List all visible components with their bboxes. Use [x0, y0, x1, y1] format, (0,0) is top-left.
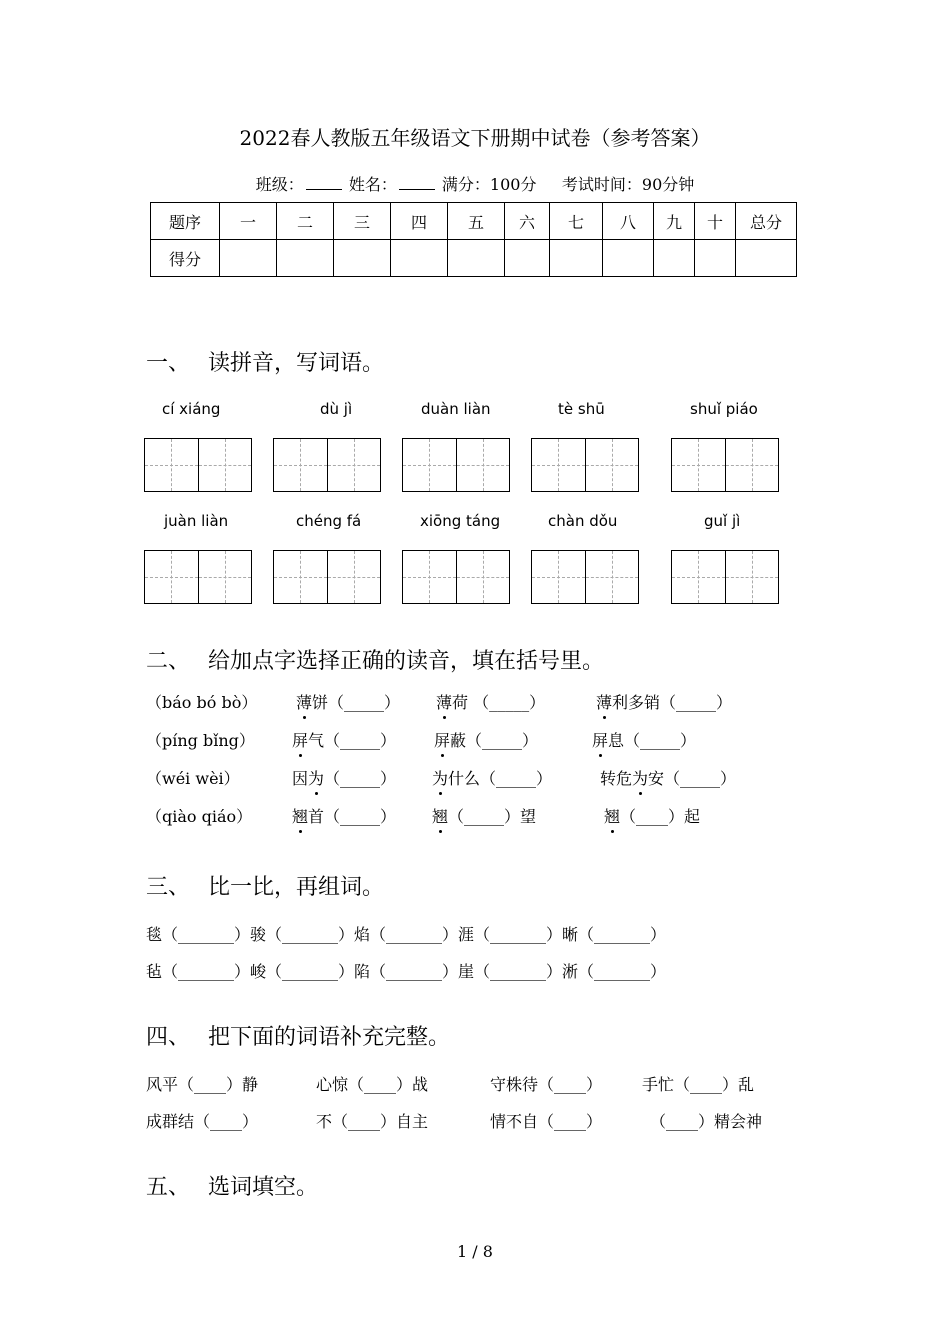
section-title: 读拼音，写词语。	[208, 351, 385, 376]
section-number: 四、	[146, 1025, 191, 1050]
question-text: 因	[292, 769, 309, 788]
section-number: 五、	[146, 1175, 191, 1200]
dotted-char: 翘	[292, 804, 308, 827]
writing-grid[interactable]	[531, 550, 639, 604]
question-text: 蔽（_____）	[450, 731, 539, 750]
section-title: 把下面的词语补充完整。	[208, 1025, 451, 1050]
pronunciation-line	[146, 728, 697, 751]
score-blank[interactable]	[277, 240, 334, 277]
score-blank[interactable]	[391, 240, 448, 277]
score-blank[interactable]	[448, 240, 505, 277]
score-blank[interactable]	[603, 240, 654, 277]
class-blank	[306, 175, 342, 190]
dotted-char: 屏	[592, 728, 608, 751]
score-blank[interactable]	[654, 240, 695, 277]
name-blank	[399, 175, 435, 190]
idiom-item: 手忙（____）乱	[642, 1075, 755, 1094]
question-text: 利多销（_____）	[612, 693, 733, 712]
question-text: 荷 （_____）	[452, 693, 546, 712]
page-number: 1 / 8	[457, 1242, 493, 1261]
writing-grid[interactable]	[144, 550, 252, 604]
dotted-char: 薄	[296, 690, 312, 713]
dotted-char: 翘	[432, 804, 448, 827]
question-item	[592, 728, 696, 751]
score-table-header-row	[151, 203, 797, 240]
question-item	[596, 690, 732, 713]
pronunciation-options: （qiào qiáo）	[146, 807, 253, 826]
section-1-heading	[146, 346, 384, 377]
question-item	[436, 690, 545, 713]
idiom-item: （____）精会神	[650, 1112, 763, 1131]
document-title: 2022春人教版五年级语文下册期中试卷（参考答案）	[239, 126, 711, 150]
compare-line: 毯（_______）骏（_______）焰（_______）涯（_______）晰（_______）	[146, 925, 667, 944]
dotted-char: 为	[632, 766, 648, 789]
dotted-char: 屏	[292, 728, 308, 751]
idiom-item: 情不自（____）	[490, 1112, 603, 1131]
idiom-item: 不（____）自主	[316, 1112, 429, 1131]
writing-grid[interactable]	[671, 438, 779, 492]
question-text: 什么（_____）	[448, 769, 553, 788]
question-item	[604, 804, 700, 827]
section-4-heading	[146, 1020, 450, 1051]
question-text: 安（_____）	[648, 769, 737, 788]
score-cell: 八	[603, 203, 654, 240]
writing-grid[interactable]	[671, 550, 779, 604]
question-item	[432, 804, 536, 827]
pinyin-label: tè shū	[558, 400, 605, 418]
name-label: 姓名：	[348, 175, 397, 194]
section-2-heading	[146, 644, 604, 675]
dotted-char: 为	[432, 766, 448, 789]
idiom-item: 风平（____）静	[146, 1075, 259, 1094]
pinyin-label: guǐ jì	[704, 512, 741, 530]
section-title: 选词填空。	[208, 1175, 319, 1200]
dotted-char: 屏	[434, 728, 450, 751]
compare-line: 毡（_______）峻（_______）陷（_______）崖（_______）淅（_______）	[146, 962, 667, 981]
writing-grid[interactable]	[402, 438, 510, 492]
score-blank[interactable]	[334, 240, 391, 277]
question-text: （_____）望	[448, 807, 537, 826]
dotted-char: 为	[308, 766, 324, 789]
score-blank[interactable]	[505, 240, 550, 277]
pinyin-label: xiōng táng	[420, 512, 501, 530]
writing-grid[interactable]	[273, 550, 381, 604]
pinyin-label: shuǐ piáo	[690, 400, 758, 418]
writing-grid[interactable]	[273, 438, 381, 492]
section-title: 比一比，再组词。	[208, 875, 385, 900]
pinyin-label: juàn liàn	[164, 512, 229, 530]
section-5-heading	[146, 1170, 318, 1201]
score-table-score-row	[151, 240, 797, 277]
exam-time: 考试时间：90分钟	[561, 175, 695, 194]
full-score: 满分：100分	[441, 175, 537, 194]
score-cell: 二	[277, 203, 334, 240]
score-cell: 七	[550, 203, 603, 240]
question-text: 气（_____）	[308, 731, 397, 750]
question-item	[292, 766, 396, 789]
question-text: 首（_____）	[308, 807, 397, 826]
score-blank[interactable]	[220, 240, 277, 277]
section-title: 给加点字选择正确的读音，填在括号里。	[208, 649, 605, 674]
score-cell: 十	[695, 203, 736, 240]
pinyin-label: duàn liàn	[421, 400, 491, 418]
score-cell: 六	[505, 203, 550, 240]
pronunciation-options: （píng bǐng）	[146, 731, 255, 750]
score-cell: 九	[654, 203, 695, 240]
question-item	[292, 804, 396, 827]
question-item	[292, 728, 396, 751]
score-blank[interactable]	[550, 240, 603, 277]
pronunciation-line	[146, 804, 701, 827]
section-number: 三、	[146, 875, 191, 900]
pinyin-label: dù jì	[320, 400, 353, 418]
score-cell: 总分	[736, 203, 797, 240]
pronunciation-line	[146, 690, 733, 713]
idiom-item: 成群结（____）	[146, 1112, 259, 1131]
score-cell: 一	[220, 203, 277, 240]
class-label: 班级：	[255, 175, 304, 194]
question-text: 转危	[600, 769, 633, 788]
question-text: 饼（_____）	[312, 693, 401, 712]
question-text: （____）起	[620, 807, 701, 826]
section-number: 二、	[146, 649, 191, 674]
question-item	[434, 728, 538, 751]
score-row-label: 得分	[151, 240, 220, 277]
score-cell: 四	[391, 203, 448, 240]
dotted-char: 翘	[604, 804, 620, 827]
question-text: 息（_____）	[608, 731, 697, 750]
score-cell: 题序	[151, 203, 220, 240]
question-item	[600, 766, 736, 789]
score-table	[150, 202, 797, 277]
pronunciation-options: （wéi wèi）	[146, 769, 240, 788]
idiom-item: 心惊（____）战	[316, 1075, 429, 1094]
dotted-char: 薄	[596, 690, 612, 713]
writing-grid[interactable]	[144, 438, 252, 492]
pinyin-label: chàn dǒu	[548, 512, 618, 530]
pinyin-label: cí xiáng	[162, 400, 221, 418]
pronunciation-options: （báo bó bò）	[146, 693, 258, 712]
question-item	[296, 690, 400, 713]
section-number: 一、	[146, 351, 191, 376]
pronunciation-line	[146, 766, 737, 789]
section-3-heading	[146, 870, 384, 901]
score-blank[interactable]	[695, 240, 736, 277]
dotted-char: 薄	[436, 690, 452, 713]
writing-grid[interactable]	[402, 550, 510, 604]
question-text: （_____）	[324, 769, 397, 788]
pinyin-label: chéng fá	[296, 512, 362, 530]
score-blank[interactable]	[736, 240, 797, 277]
question-item	[432, 766, 552, 789]
writing-grid[interactable]	[531, 438, 639, 492]
score-cell: 三	[334, 203, 391, 240]
score-cell: 五	[448, 203, 505, 240]
exam-info	[0, 172, 950, 195]
idiom-item: 守株待（____）	[490, 1075, 603, 1094]
